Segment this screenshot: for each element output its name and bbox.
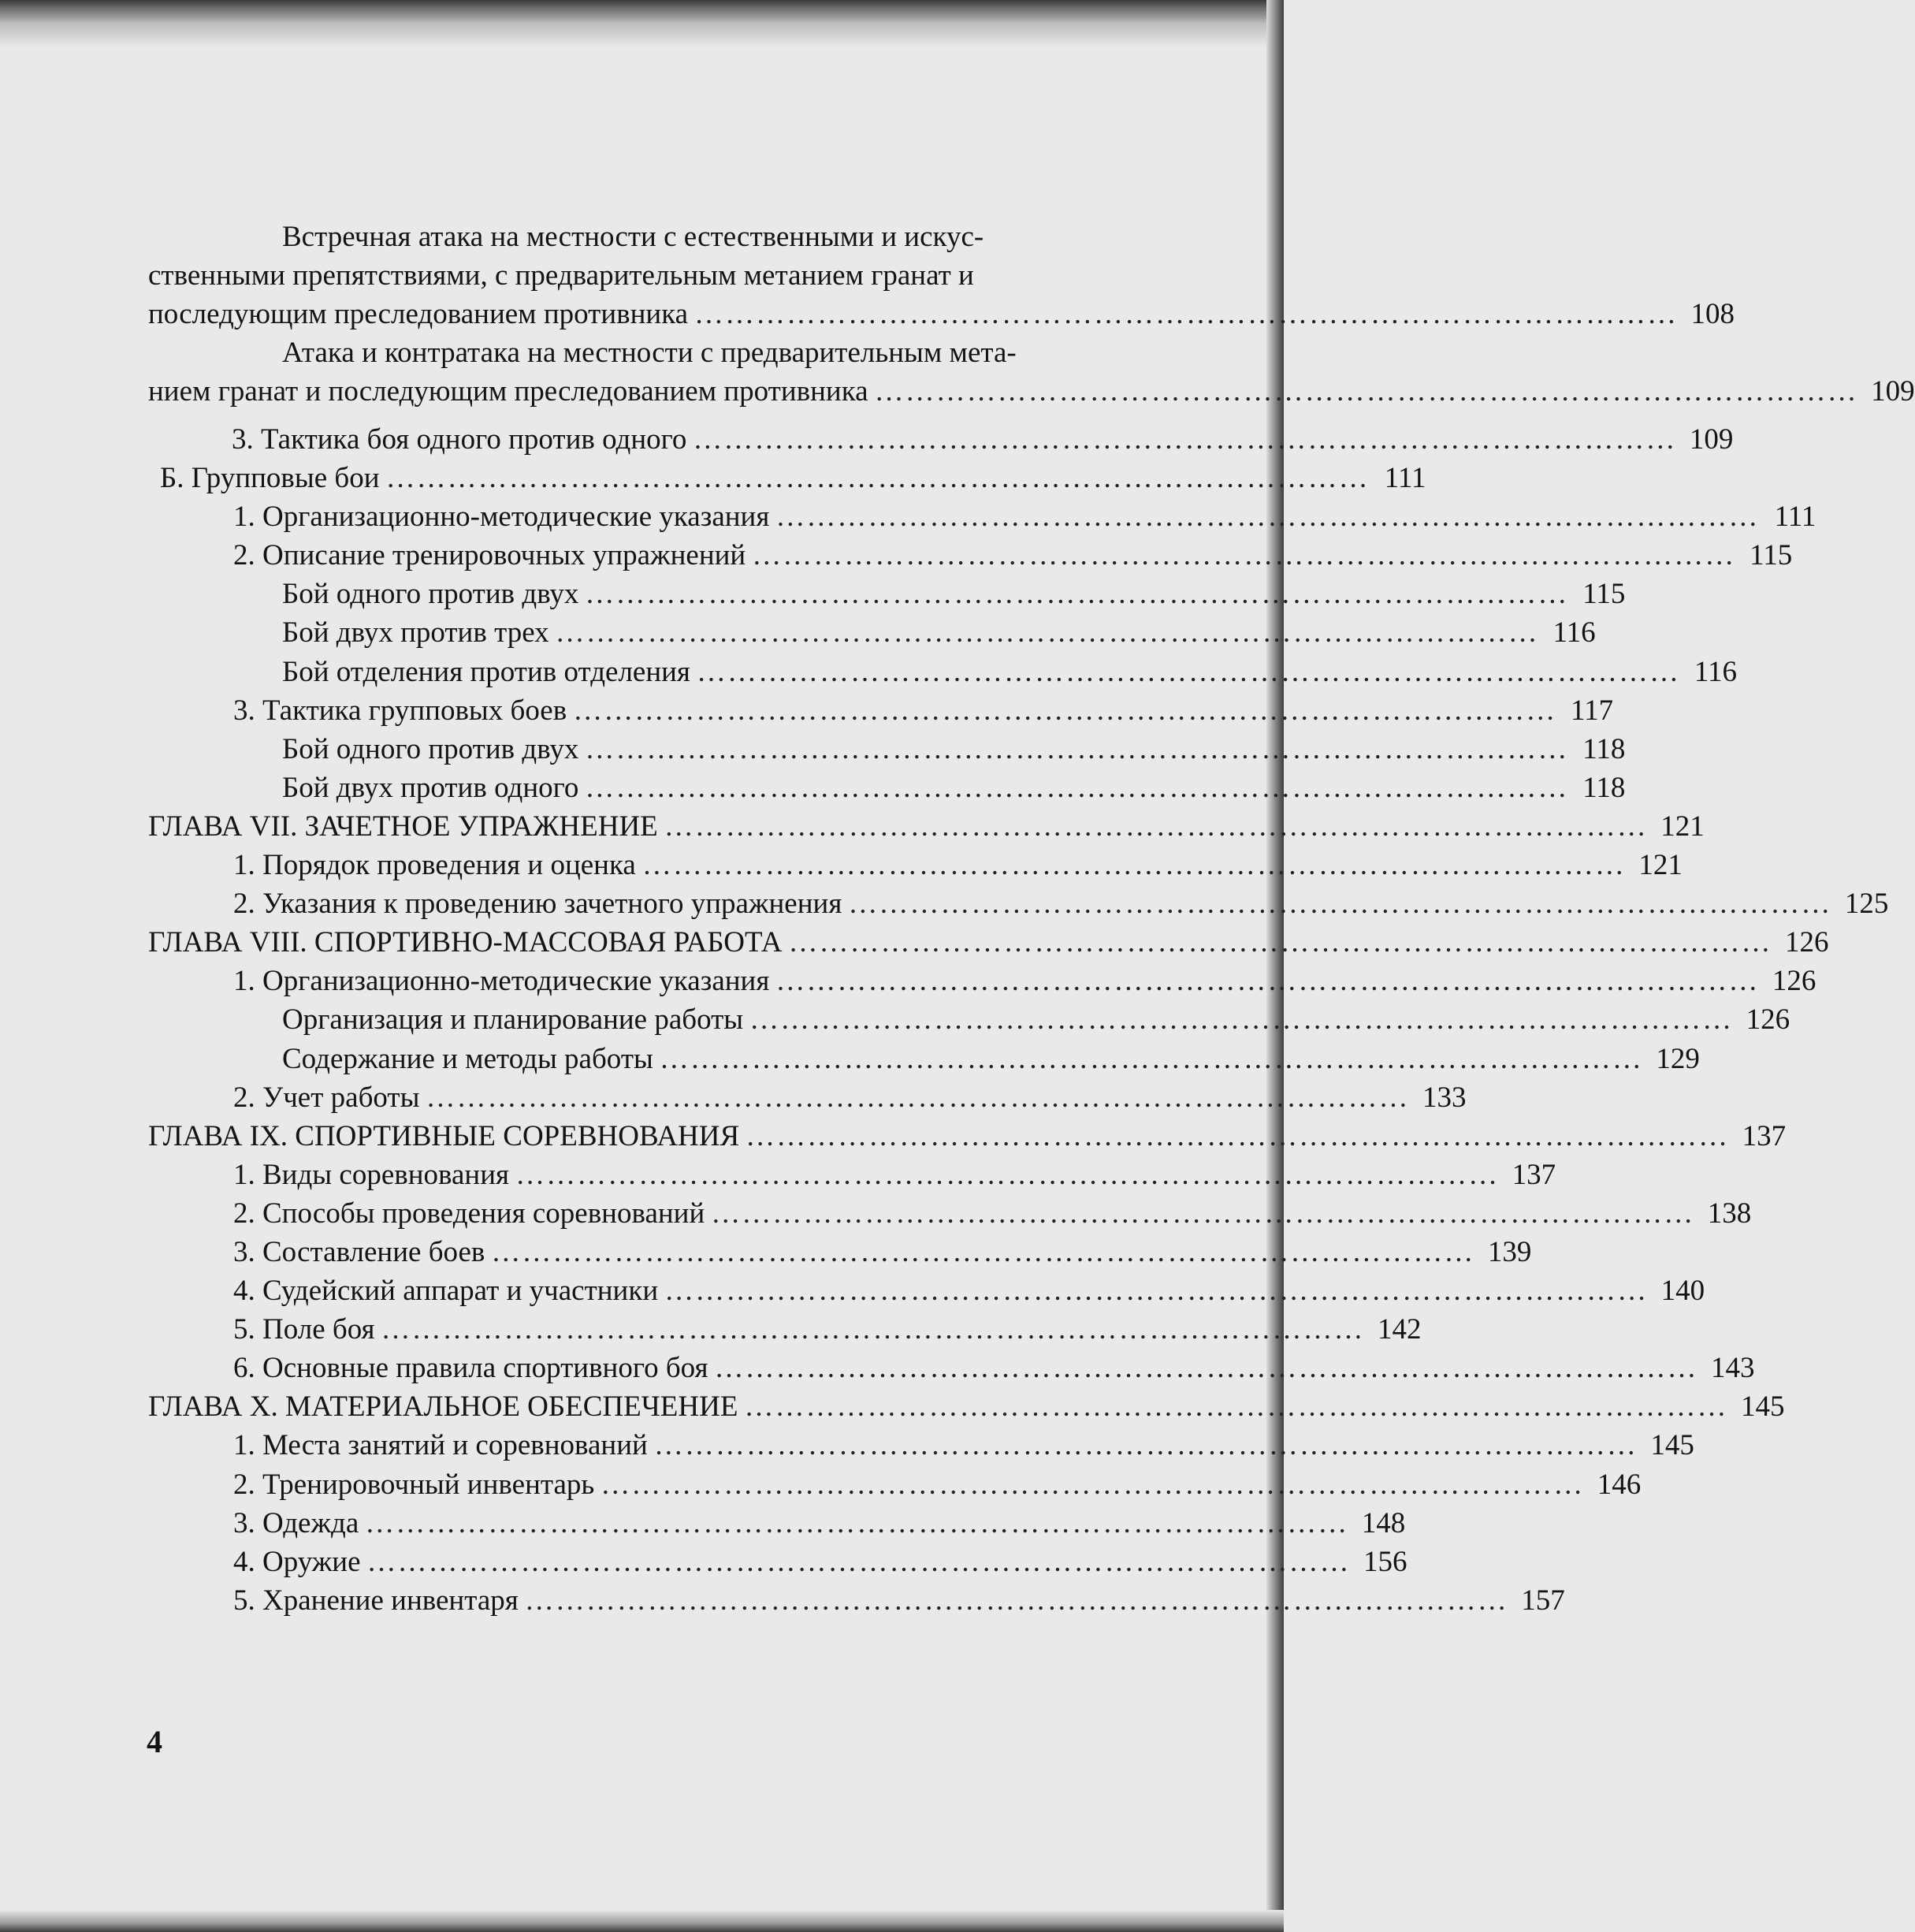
leader-dots: …………………………………………………………………………………… — [693, 423, 1677, 456]
toc-entry-page: 137 — [1742, 1119, 1787, 1152]
toc-entry-title: последующим преследованием противника — [148, 298, 689, 330]
toc-entry[interactable] — [148, 1194, 1752, 1233]
toc-entry-title: 2. Тренировочный инвентарь — [233, 1468, 595, 1501]
toc-entry-page: 137 — [1512, 1158, 1556, 1191]
toc-entry-page: 115 — [1750, 539, 1793, 572]
toc-entry-page: 126 — [1772, 965, 1816, 998]
toc-entry-title: Бой отделения против отделения — [282, 655, 690, 688]
toc-entry-page: 133 — [1422, 1081, 1467, 1114]
toc-paragraph-entry — [148, 333, 1130, 372]
toc-entry-title: 4. Оружие — [233, 1545, 361, 1578]
toc-entry-page: 121 — [1660, 810, 1705, 843]
toc-entry[interactable] — [148, 536, 1793, 575]
toc-entry[interactable] — [148, 1349, 1755, 1387]
toc-entry[interactable] — [148, 1078, 1467, 1117]
toc-entry-title: ГЛАВА VIII. СПОРТИВНО-МАССОВАЯ РАБОТА — [148, 926, 783, 959]
leader-dots: …………………………………………………………………………………… — [696, 655, 1680, 688]
toc-entry-title: ГЛАВА IX. СПОРТИВНЫЕ СОРЕВНОВАНИЯ — [148, 1119, 740, 1152]
toc-entry-title: ГЛАВА X. МАТЕРИАЛЬНОЕ ОБЕСПЕЧЕНИЕ — [148, 1390, 738, 1424]
toc-entry-title: 4. Судейский аппарат и участники — [233, 1275, 659, 1308]
leader-dots: …………………………………………………………………………………… — [664, 1275, 1649, 1308]
leader-dots: …………………………………………………………………………………… — [749, 1003, 1734, 1037]
leader-dots: …………………………………………………………………………………… — [366, 1545, 1351, 1578]
toc-entry-title: 1. Порядок проведения и оценка — [233, 849, 636, 882]
leader-dots: …………………………………………………………………………………… — [573, 694, 1557, 727]
toc-entry-title: 2. Указания к проведению зачетного упражнения — [233, 888, 842, 921]
toc-paragraph-lastline — [148, 372, 1915, 411]
leader-dots: …………………………………………………………………………………… — [585, 771, 1569, 804]
paragraph-line: ственными препятствиями, с предварительным метанием гранат и — [148, 259, 974, 292]
toc-entry[interactable] — [148, 1156, 1556, 1194]
leader-dots: …………………………………………………………………………………… — [653, 1429, 1638, 1462]
leader-dots: …………………………………………………………………………………… — [664, 810, 1648, 843]
toc-entry[interactable] — [148, 1426, 1694, 1465]
toc-entry-page: 108 — [1690, 298, 1735, 330]
toc-entry[interactable] — [148, 459, 1426, 497]
leader-dots: …………………………………………………………………………………… — [426, 1081, 1410, 1114]
toc-entry[interactable] — [148, 613, 1596, 652]
toc-entry-title: Содержание и методы работы — [282, 1042, 653, 1075]
toc-chapter-entry[interactable] — [148, 1117, 1787, 1156]
toc-entry[interactable] — [148, 1271, 1705, 1310]
table-of-contents — [148, 420, 1889, 1620]
leader-dots: …………………………………………………………………………………… — [714, 1352, 1698, 1385]
toc-entry-page: 143 — [1711, 1352, 1755, 1385]
leader-dots: …………………………………………………………………………………… — [585, 732, 1569, 765]
toc-paragraph-lastline — [148, 295, 1735, 333]
leader-dots: …………………………………………………………………………………… — [381, 1313, 1365, 1346]
toc-entry-page: 121 — [1638, 849, 1683, 882]
toc-entry-title: нием гранат и последующим преследованием противника — [148, 375, 868, 408]
page-number: 4 — [147, 1724, 162, 1759]
toc-entry[interactable] — [148, 1504, 1406, 1543]
toc-entry[interactable] — [148, 1233, 1532, 1271]
toc-paragraph-entry — [148, 218, 1130, 295]
toc-entry-page: 156 — [1363, 1545, 1407, 1578]
toc-entry-page: 109 — [1689, 423, 1734, 456]
toc-entry[interactable] — [148, 295, 1735, 333]
toc-entry-page: 138 — [1707, 1197, 1752, 1230]
leader-dots: …………………………………………………………………………………… — [752, 539, 1736, 572]
toc-entry-title: 1. Виды соревнования — [233, 1158, 510, 1191]
toc-entry[interactable] — [148, 420, 1734, 459]
toc-entry-page: 111 — [1384, 462, 1426, 495]
leader-dots: …………………………………………………………………………………… — [659, 1042, 1643, 1075]
leader-dots: …………………………………………………………………………………… — [775, 501, 1760, 534]
toc-entry-page: 109 — [1871, 375, 1915, 408]
toc-entry-title: 1. Организационно-методические указания — [233, 965, 770, 998]
toc-entry[interactable] — [148, 1040, 1700, 1078]
toc-entry-page: 148 — [1361, 1506, 1406, 1539]
toc-entry-title: 3. Тактика групповых боев — [233, 694, 567, 727]
leader-dots: …………………………………………………………………………………… — [491, 1235, 1475, 1268]
toc-entry-page: 118 — [1582, 732, 1626, 765]
leader-dots: …………………………………………………………………………………… — [515, 1158, 1500, 1191]
toc-entry[interactable] — [148, 653, 1737, 691]
toc-entry-title: 3. Тактика боя одного против одного — [232, 423, 687, 456]
toc-entry[interactable] — [148, 1543, 1407, 1581]
toc-entry[interactable] — [148, 372, 1915, 411]
toc-entry-page: 140 — [1660, 1275, 1705, 1308]
toc-entry-page: 157 — [1521, 1584, 1565, 1617]
toc-entry-page: 145 — [1740, 1390, 1785, 1424]
toc-entry[interactable] — [148, 497, 1816, 536]
toc-entry-title: 2. Описание тренировочных упражнений — [233, 539, 746, 572]
toc-entry-title: Б. Групповые бои — [160, 462, 380, 495]
leader-dots: …………………………………………………………………………………… — [385, 462, 1370, 495]
toc-entry[interactable] — [148, 730, 1626, 769]
toc-entry-page: 125 — [1844, 888, 1889, 921]
toc-entry-title: 3. Составление боев — [233, 1235, 485, 1268]
toc-chapter-entry[interactable] — [148, 923, 1829, 962]
toc-entry-page: 115 — [1582, 578, 1626, 611]
toc-entry-title: 1. Организационно-методические указания — [233, 501, 770, 534]
toc-entry[interactable] — [148, 1310, 1422, 1349]
toc-entry-title: 3. Одежда — [233, 1506, 359, 1539]
toc-entry-page: 126 — [1746, 1003, 1790, 1037]
toc-entry-title: Бой двух против одного — [282, 771, 579, 804]
toc-entry-page: 118 — [1582, 771, 1626, 804]
toc-entry-title: 2. Учет работы — [233, 1081, 420, 1114]
leader-dots: …………………………………………………………………………………… — [641, 849, 1626, 882]
toc-entry[interactable] — [148, 1581, 1565, 1620]
toc-entry-page: 126 — [1784, 926, 1829, 959]
paragraph-line: Встречная атака на местности с естественными и искус- — [282, 221, 984, 253]
toc-entry-title: Организация и планирование работы — [282, 1003, 744, 1037]
toc-entry-title: Бой одного против двух — [282, 578, 579, 611]
leader-dots: …………………………………………………………………………………… — [746, 1119, 1730, 1152]
toc-entry-page: 111 — [1774, 501, 1816, 534]
toc-entry-page: 142 — [1378, 1313, 1422, 1346]
leader-dots: …………………………………………………………………………………… — [555, 616, 1539, 650]
leader-dots: …………………………………………………………………………………… — [711, 1197, 1695, 1230]
toc-entry[interactable] — [148, 962, 1816, 1000]
toc-entry[interactable] — [148, 575, 1626, 613]
leader-dots: …………………………………………………………………………………… — [601, 1468, 1585, 1501]
toc-entry[interactable] — [148, 1465, 1642, 1504]
leader-dots: …………………………………………………………………………………… — [775, 965, 1760, 998]
toc-entry-page: 117 — [1571, 694, 1614, 727]
toc-entry[interactable] — [148, 1000, 1790, 1039]
toc-chapter-entry[interactable] — [148, 807, 1705, 846]
toc-entry-title: ГЛАВА VII. ЗАЧЕТНОЕ УПРАЖНЕНИЕ — [148, 810, 658, 843]
toc-entry-page: 116 — [1552, 616, 1596, 650]
leader-dots: …………………………………………………………………………………… — [365, 1506, 1349, 1539]
toc-entry-page: 146 — [1597, 1468, 1642, 1501]
toc-entry[interactable] — [148, 769, 1626, 807]
leader-dots: …………………………………………………………………………………… — [694, 298, 1679, 330]
toc-entry-title: 1. Места занятий и соревнований — [233, 1429, 648, 1462]
toc-entry-title: 5. Хранение инвентаря — [233, 1584, 519, 1617]
leader-dots: …………………………………………………………………………………… — [788, 926, 1772, 959]
toc-entry-title: 5. Поле боя — [233, 1313, 375, 1346]
toc-entry-title: 6. Основные правила спортивного боя — [233, 1352, 708, 1385]
leader-dots: …………………………………………………………………………………… — [524, 1584, 1508, 1617]
toc-entry-title: Бой двух против трех — [282, 616, 549, 650]
toc-entry-page: 116 — [1694, 655, 1737, 688]
leader-dots: …………………………………………………………………………………… — [744, 1390, 1728, 1424]
toc-chapter-entry[interactable] — [148, 1387, 1785, 1426]
toc-entry-page: 129 — [1656, 1042, 1700, 1075]
toc-entry-page: 139 — [1487, 1235, 1532, 1268]
toc-entry-page: 145 — [1650, 1429, 1694, 1462]
paragraph-line: Атака и контратака на местности с предварительным мета- — [282, 337, 1017, 369]
toc-entry[interactable] — [148, 691, 1614, 730]
leader-dots: …………………………………………………………………………………… — [874, 375, 1858, 408]
leader-dots: …………………………………………………………………………………… — [585, 578, 1569, 611]
toc-entry[interactable] — [148, 884, 1889, 923]
toc-entry-title: Бой одного против двух — [282, 732, 579, 765]
toc-entry-title: 2. Способы проведения соревнований — [233, 1197, 705, 1230]
toc-entry[interactable] — [148, 846, 1683, 884]
leader-dots: …………………………………………………………………………………… — [848, 888, 1832, 921]
